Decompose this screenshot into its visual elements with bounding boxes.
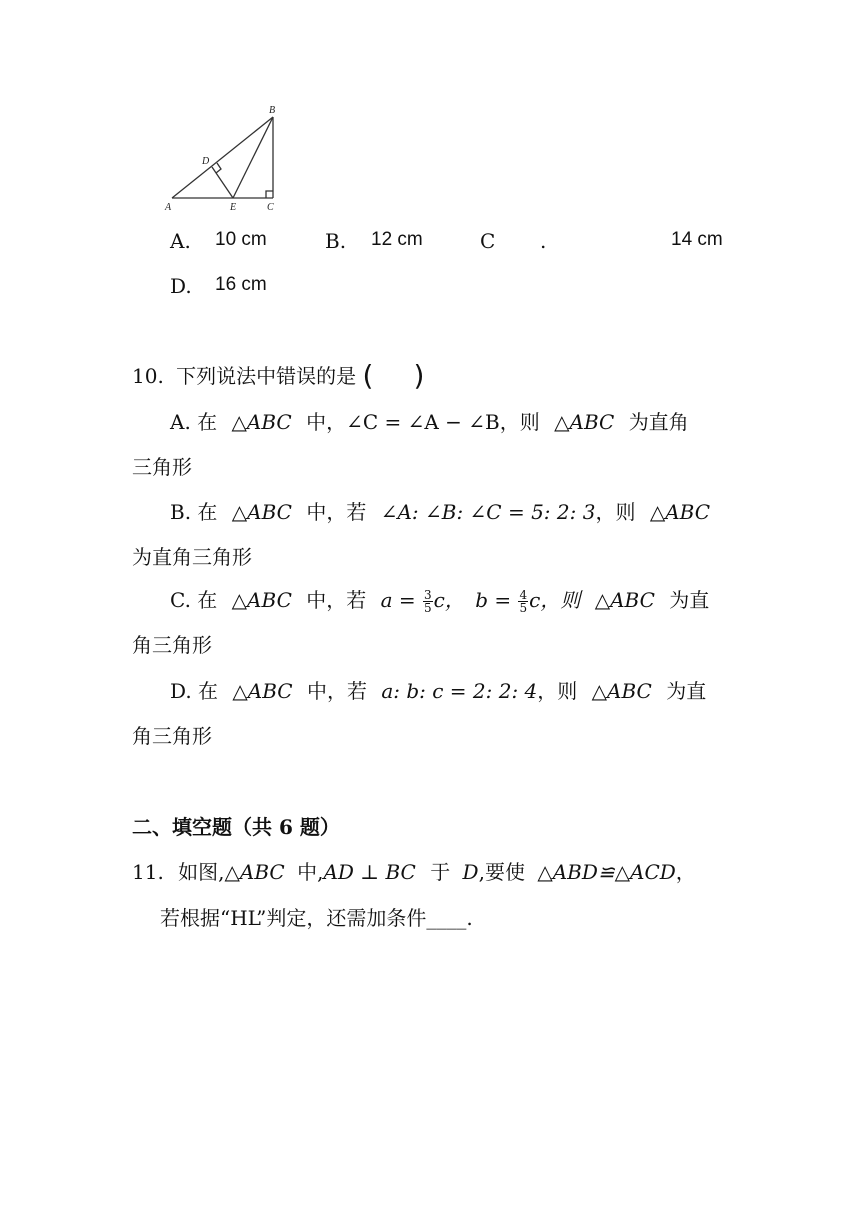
q11-line1 xyxy=(132,860,696,884)
q9-option-b-value: 12 cm xyxy=(371,229,423,250)
q10-option-a xyxy=(170,410,689,434)
q10-c-frac2-num: 4 xyxy=(519,588,528,602)
q11-line2: 若根据“HL”判定，还需加条件____. xyxy=(160,906,473,930)
q11-point-d: D xyxy=(462,860,479,884)
q10-c-c1: c， xyxy=(433,588,465,612)
q10-option-c xyxy=(170,588,709,614)
q10-paren-open: ( xyxy=(362,359,374,392)
q11-as-figure: 如图, xyxy=(178,860,225,884)
q10-d-line2: 角三角形 xyxy=(132,724,212,748)
label-c: C xyxy=(267,202,274,213)
q10-b-then: ，则 xyxy=(595,500,636,524)
q10-stem xyxy=(132,359,425,392)
label-d: D xyxy=(202,156,210,167)
q11-congruence: △ABD≌△ACD xyxy=(537,860,676,884)
q10-option-b xyxy=(170,500,710,524)
q11-perpendicular: AD ⊥ BC xyxy=(323,860,416,884)
q10-a-condition: 中，∠C = ∠A − ∠B，则 xyxy=(306,410,540,434)
q10-a-tail: 为直角 xyxy=(628,410,689,434)
label-e: E xyxy=(230,202,237,213)
q10-d-prefix: D. 在 xyxy=(170,679,219,703)
q10-c-frac2-den: 5 xyxy=(519,601,528,615)
q10-c-fraction-2 xyxy=(518,589,528,614)
q10-option-d xyxy=(170,679,706,703)
q11-in: 中, xyxy=(297,860,324,884)
q10-d-mid: 中，若 xyxy=(306,679,367,703)
q10-c-b-eq: b = xyxy=(475,588,512,612)
q11-triangle: △ABC xyxy=(224,860,285,884)
q10-c-triangle: △ABC xyxy=(231,588,292,612)
q9-option-c-dot: . xyxy=(540,229,547,253)
q10-a-prefix: A. 在 xyxy=(170,410,218,434)
q10-b-triangle2: △ABC xyxy=(649,500,711,524)
q10-b-mid: 中，若 xyxy=(306,500,367,524)
q11-number: 11. xyxy=(132,860,164,884)
label-a: A xyxy=(165,202,172,213)
q9-option-c-value: 14 cm xyxy=(671,229,723,250)
q10-b-line2: 为直角三角形 xyxy=(132,545,252,569)
q11-at: 于 xyxy=(430,860,451,884)
q10-number: 10. xyxy=(132,364,164,388)
q10-d-tail: 为直 xyxy=(666,679,707,703)
section-heading: 二、填空题（共 6 题） xyxy=(132,815,340,839)
q10-c-fraction-1 xyxy=(423,589,433,614)
q10-b-prefix: B. 在 xyxy=(170,500,218,524)
q9-option-b-letter: B. xyxy=(325,229,347,253)
q9-option-d-letter: D. xyxy=(170,274,192,298)
q10-c-line2: 角三角形 xyxy=(132,633,212,657)
q10-d-triangle2: △ABC xyxy=(591,679,652,703)
q10-c-mid: 中，若 xyxy=(306,588,367,612)
q9-option-a xyxy=(170,229,191,253)
q11-to-make: ,要使 xyxy=(478,860,525,884)
q10-a-triangle: △ABC xyxy=(231,410,292,434)
q10-d-triangle: △ABC xyxy=(232,679,293,703)
q10-c-a-eq: a = xyxy=(380,588,416,612)
q10-c-triangle2: △ABC xyxy=(594,588,655,612)
q10-c-prefix: C. 在 xyxy=(170,588,218,612)
q9-option-a-letter: A. xyxy=(170,229,191,253)
q10-b-triangle: △ABC xyxy=(231,500,292,524)
q10-c-c2: c，则 xyxy=(529,588,581,612)
q10-d-ratio: a: b: c = 2: 2: 4 xyxy=(381,679,538,703)
q9-option-c-letter: C xyxy=(480,229,496,253)
q10-paren-close: ) xyxy=(413,359,425,392)
q10-stem-text: 下列说法中错误的是 xyxy=(176,364,357,388)
triangle-figure xyxy=(160,100,290,215)
q10-c-frac1-den: 5 xyxy=(424,601,432,615)
q10-c-frac1-num: 3 xyxy=(424,588,432,602)
q11-comma: ， xyxy=(675,860,696,884)
q9-option-a-value: 10 cm xyxy=(215,229,267,250)
q10-c-tail: 为直 xyxy=(669,588,710,612)
label-b: B xyxy=(269,105,276,116)
q10-a-triangle2: △ABC xyxy=(554,410,615,434)
q10-d-then: ，则 xyxy=(537,679,578,703)
q10-a-line2: 三角形 xyxy=(132,455,192,479)
q10-b-ratio: ∠A: ∠B: ∠C = 5: 2: 3 xyxy=(380,500,596,524)
q9-option-d-value: 16 cm xyxy=(215,274,267,295)
